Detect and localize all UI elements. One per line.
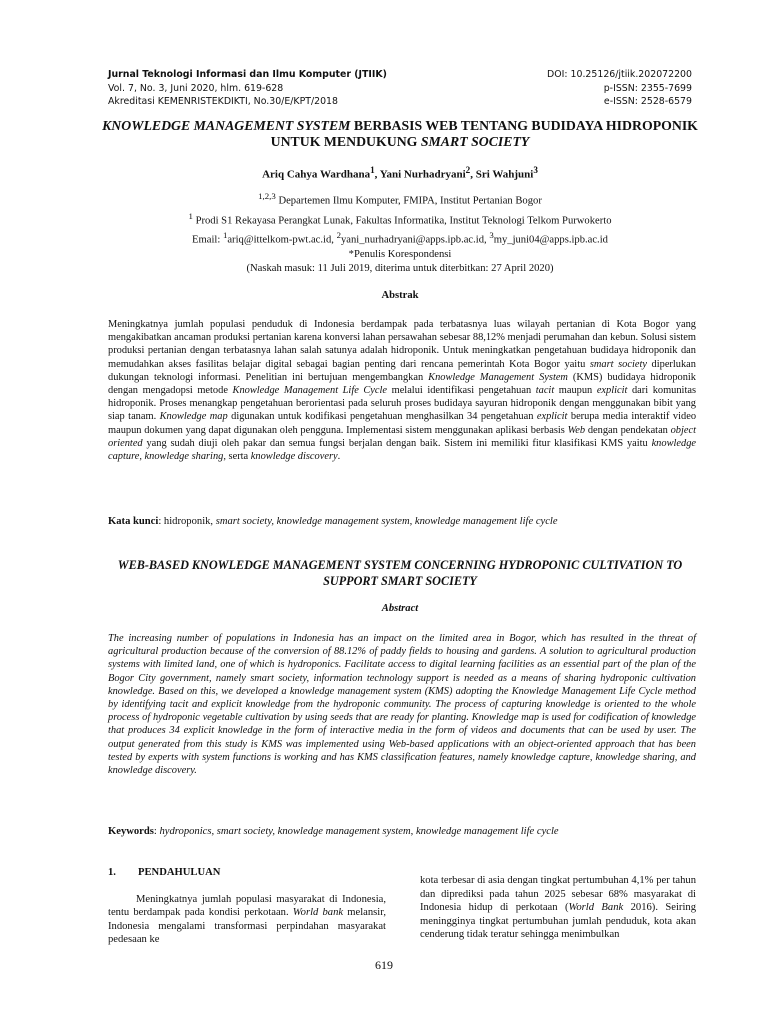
volume-info: Vol. 7, No. 3, Juni 2020, hlm. 619-628	[108, 82, 284, 94]
corresponding-note: *Penulis Korespondensi	[348, 248, 452, 260]
page-number: 619	[375, 958, 393, 972]
email-line: Email: $^1$ariq@ittelkom-pwt.ac.id, $^2$yani_nurhadryani@apps.ipb.ac.id, $^3$my_juni04@apps.ipb.ac.id	[192, 230, 608, 246]
abstrak-body: Meningkatnya jumlah populasi penduduk di Indonesia berdampak pada terbatasnya luas wilayah pertanian di Kota Bogor yang mengakibatkan ancaman produksi pertanian karena konversi lahan persawahan sebesar 88,12% menjadi perumahan dan kebun. Solusi sistem produksi pertanian dengan terbatasnya lahan salah satunya adalah hidroponik. Untuk meningkatkan pengetahuan budidaya hidroponik dan memudahkan akses fasilitas belajar digital sebagai bagian penting dari rencana pemerintah Kota Bogor yaitu smart society diperlukan dukungan teknologi informasi. Penelitian ini bertujuan mengembangkan Knowledge Management System (KMS) budidaya hidroponik dengan mengadopsi metode Knowledge Management Life Cycle melalui identifikasi pengetahuan tacit maupun explicit dari komunitas hidroponik. Proses menangkap pengetahuan berorientasi pada seluruh proses budidaya sayuran hidroponik dengan menggunakan bibit yang siap tanam. Knowledge map digunakan untuk kodifikasi pengetahuan menghasilkan 34 pengetahuan explicit berupa media interaktif video maupun dokumen yang dapat digunakan oleh pengguna. Implementasi sistem menggunakan aplikasi berbasis Web dengan pendekatan object oriented yang sudah diuji oleh pakar dan semua fungsi berjalan dengan baik. Sistem ini memiliki fitur klasifikasi KMS yaitu knowledge capture, knowledge sharing, serta knowledge discovery.	[108, 319, 697, 463]
column-left	[108, 866, 386, 947]
english-title: WEB-BASED KNOWLEDGE MANAGEMENT SYSTEM CONCERNING HYDROPONIC CULTIVATION TO SUPPORT SMART SOCIETY	[117, 558, 683, 588]
section-heading: 1. PENDAHULUAN	[108, 867, 221, 878]
p-issn: p-ISSN: 2355-7699	[603, 82, 692, 94]
submission-dates: (Naskah masuk: 11 Juli 2019, diterima untuk diterbitkan: 27 April 2020)	[246, 263, 554, 274]
journal-name: Jurnal Teknologi Informasi dan Ilmu Komputer (JTIIK)	[108, 69, 387, 80]
running-header	[108, 68, 692, 109]
e-issn: e-ISSN: 2528-6579	[603, 96, 692, 107]
intro-paragraph: Meningkatnya jumlah populasi masyarakat di Indonesia, tentu berdampak pada kondisi perkotaan. World bank melansir, Indonesia mengalami transformasi perpindahan masyarakat pedesaan ke	[108, 893, 386, 945]
abstract-body: The increasing number of populations in Indonesia has an impact on the limited area in Bogor, which has resulted in the threat of agricultural production because of the conversion of 88.12% of paddy fields to housing and gardens. A solution to agricultural production systems with limited land, one of which is hydroponics. Facilitate access to digital learning facilities as an essential part of the plan of the Bogor City government, namely smart society, information technology support is needed as a means of sharing hydroponic cultivation knowledge. Based on this, we developed a knowledge management system (KMS) adopting the Knowledge Management Life Cycle method by identifying tacit and explicit knowledge from the hydroponic community. The process of capturing knowledge is oriented to the whole process of hydroponic vegetable cultivation by using seeds that are ready for planting. Knowledge map is used for codification of knowledge that produces 34 explicit knowledge in the form of interactive media in the form of videos and documents that can be used by user. The output generated from this study is KMS was implemented using Web-based applications with an object-oriented approach that has been tested by experts with system functions is working and has KMS classification features, namely knowledge capture, knowledge sharing, and knowledge discovery.	[108, 633, 696, 777]
accreditation: Akreditasi KEMENRISTEKDIKTI, No.30/E/KPT/2018	[108, 96, 338, 107]
affiliations	[100, 189, 700, 262]
kata-kunci: Kata kunci: hidroponik, smart society, knowledge management system, knowledge management life cycle	[108, 516, 558, 527]
author-list: Ariq Cahya Wardhana$^1$, Yani Nurhadryani$^2$, Sri Wahjuni$^3$	[262, 165, 538, 181]
affiliation-1: $^{1,2,3}$ Departemen Ilmu Komputer, FMIPA, Institut Pertanian Bogor	[258, 191, 542, 207]
doi: DOI: 10.25126/jtiik.202072200	[547, 69, 692, 80]
keywords: Keywords: hydroponics, smart society, knowledge management system, knowledge management life cycle	[108, 826, 559, 837]
abstract-heading: Abstract	[381, 603, 419, 614]
column-right: kota terbesar di asia dengan tingkat pertumbuhan 4,1% per tahun dan diprediksi pada tahun 2025 sebesar 68% masyarakat di Indonesia hidup di perkotaan (World Bank 2016). Seiring meningginya tingkat pertumbuhan jumlah penduduk, kota akan cenderung tidak teratur sehingga menimbulkan	[420, 875, 696, 940]
abstrak-heading: Abstrak	[381, 290, 419, 301]
paper-title: KNOWLEDGE MANAGEMENT SYSTEM BERBASIS WEB TENTANG BUDIDAYA HIDROPONIK UNTUK MENDUKUNG SMART SOCIETY	[102, 118, 698, 149]
affiliation-2: $^1$ Prodi S1 Rekayasa Perangkat Lunak, Fakultas Informatika, Institut Teknologi Telkom Purwokerto	[188, 210, 612, 227]
